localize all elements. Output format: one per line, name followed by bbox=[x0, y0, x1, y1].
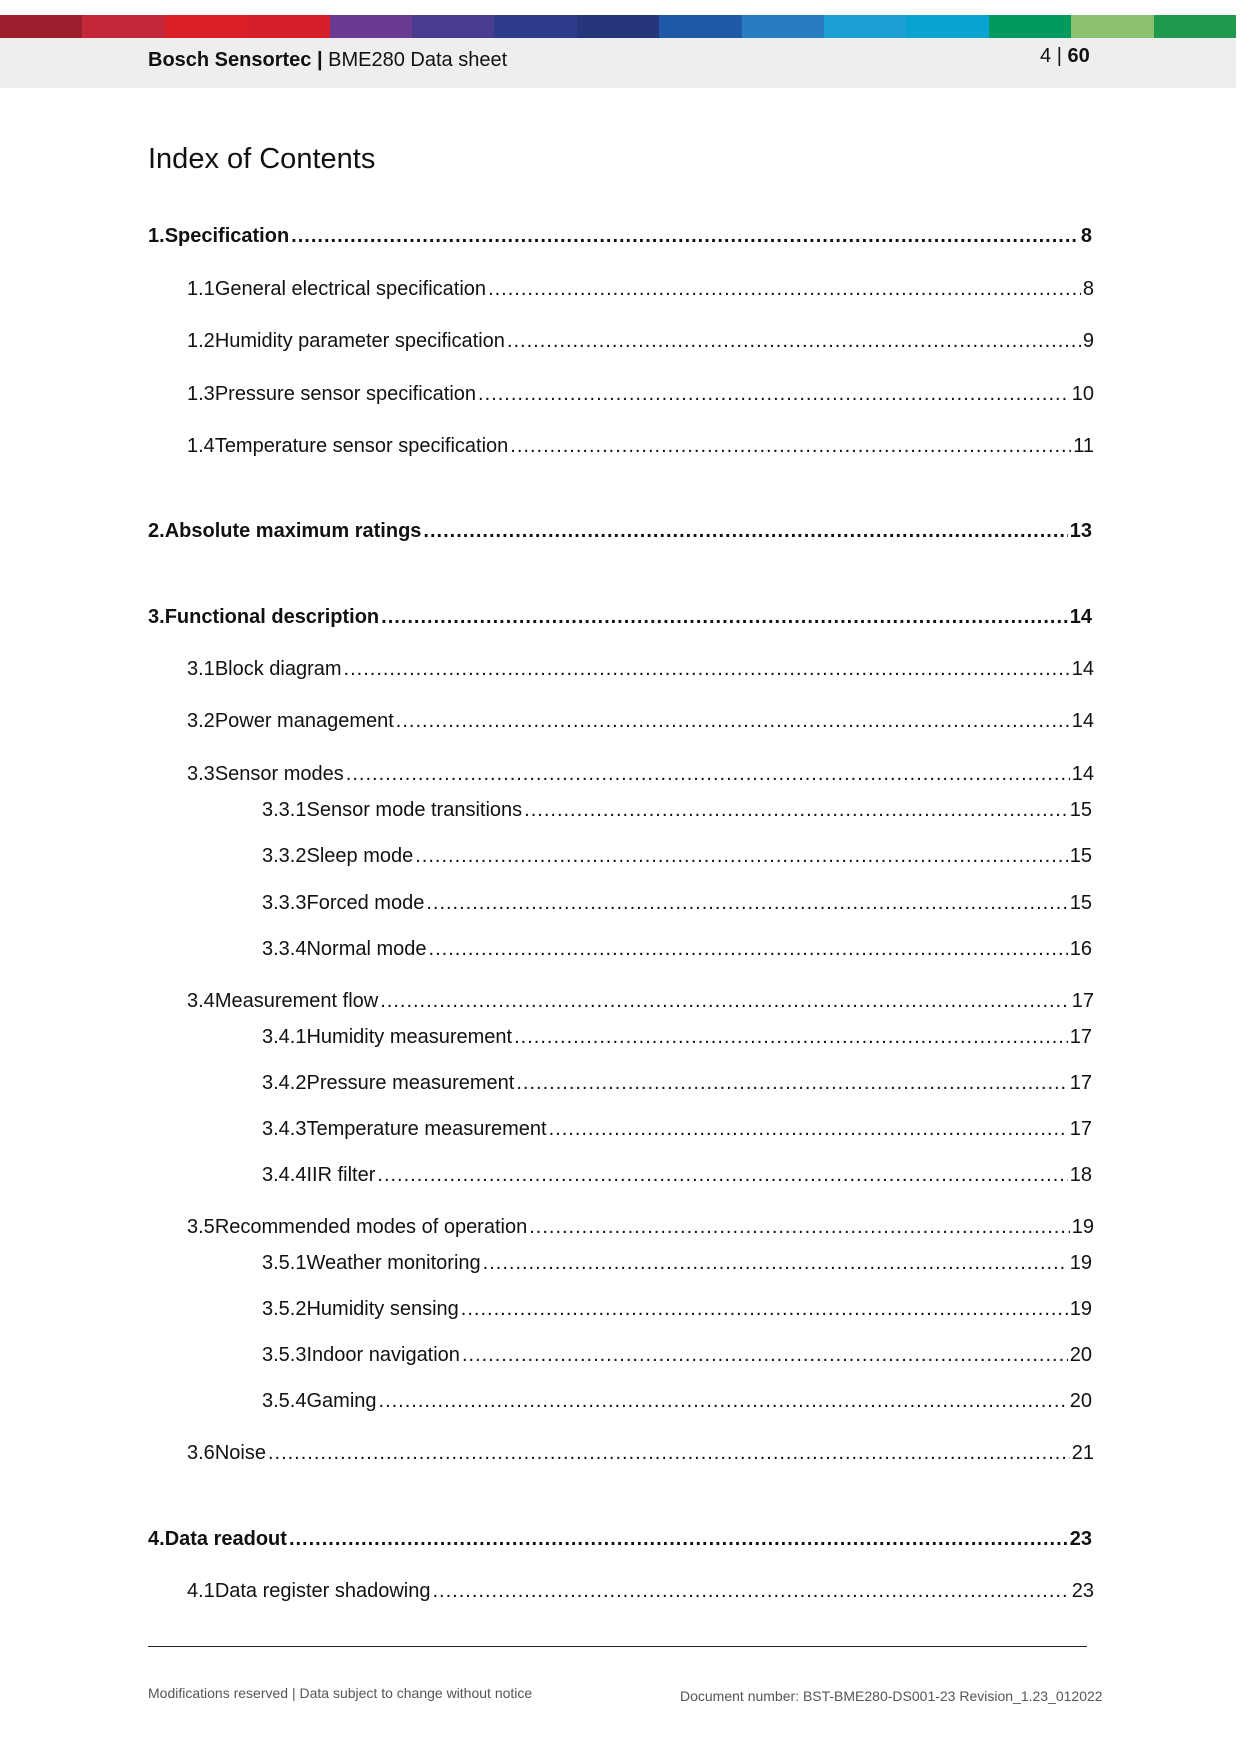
toc-leader-dots bbox=[478, 383, 1070, 406]
toc-page-number: 19 bbox=[1069, 1252, 1092, 1274]
band-segment bbox=[247, 15, 329, 38]
toc-leader-dots bbox=[344, 658, 1070, 681]
toc-number: 2. bbox=[148, 520, 165, 542]
toc-label: Gaming bbox=[306, 1390, 377, 1412]
header-title bbox=[148, 49, 507, 72]
toc-label: Humidity sensing bbox=[306, 1298, 459, 1320]
toc-page-number: 17 bbox=[1071, 990, 1094, 1012]
band-segment bbox=[0, 15, 82, 38]
toc-number: 3.6 bbox=[187, 1442, 215, 1464]
toc-label: Forced mode bbox=[306, 892, 425, 914]
toc-entry[interactable] bbox=[187, 658, 1094, 682]
toc-leader-dots bbox=[380, 990, 1070, 1013]
toc-leader-dots bbox=[423, 520, 1067, 543]
toc-leader-dots bbox=[396, 710, 1070, 733]
toc-label: Humidity measurement bbox=[306, 1026, 513, 1048]
toc-number: 1.1 bbox=[187, 278, 215, 300]
toc-entry[interactable] bbox=[187, 278, 1094, 302]
toc-page-number: 9 bbox=[1082, 330, 1094, 352]
band-segment bbox=[165, 15, 247, 38]
toc-leader-dots bbox=[510, 435, 1071, 458]
toc-page-number: 17 bbox=[1069, 1072, 1092, 1094]
toc-page-number: 19 bbox=[1069, 1298, 1092, 1320]
toc-number: 3.4.4 bbox=[262, 1164, 307, 1186]
toc-entry[interactable] bbox=[187, 710, 1094, 734]
toc-page-number: 11 bbox=[1073, 435, 1094, 457]
toc-number: 3.3.1 bbox=[262, 799, 307, 821]
toc-entry[interactable] bbox=[187, 990, 1094, 1014]
toc-page-number: 10 bbox=[1071, 383, 1094, 405]
toc-page-number: 20 bbox=[1069, 1344, 1092, 1366]
toc-page-number: 21 bbox=[1071, 1442, 1094, 1464]
toc-number: 3.3.3 bbox=[262, 892, 307, 914]
band-segment bbox=[659, 15, 741, 38]
toc-number: 3.5.3 bbox=[262, 1344, 307, 1366]
band-segment bbox=[989, 15, 1071, 38]
toc-label: Power management bbox=[214, 710, 394, 732]
band-segment bbox=[412, 15, 494, 38]
toc-number: 3.1 bbox=[187, 658, 215, 680]
toc-label: Data register shadowing bbox=[214, 1580, 431, 1602]
toc-leader-dots bbox=[346, 763, 1070, 786]
toc-leader-dots bbox=[529, 1216, 1070, 1239]
toc-label: Normal mode bbox=[306, 938, 427, 960]
toc-page-number: 14 bbox=[1069, 606, 1092, 628]
toc-leader-dots bbox=[381, 606, 1068, 629]
toc-entry[interactable] bbox=[148, 225, 1092, 249]
toc-entry[interactable] bbox=[187, 1580, 1094, 1604]
toc-leader-dots bbox=[429, 938, 1068, 961]
toc-leader-dots bbox=[433, 1580, 1070, 1603]
toc-page-number: 14 bbox=[1071, 763, 1094, 785]
toc-leader-dots bbox=[289, 1528, 1068, 1551]
toc-entry[interactable] bbox=[262, 892, 1092, 916]
toc-entry[interactable] bbox=[187, 763, 1094, 787]
toc-entry[interactable] bbox=[187, 1442, 1094, 1466]
toc-label: Functional description bbox=[164, 606, 380, 628]
toc-entry[interactable] bbox=[148, 520, 1092, 544]
toc-number: 3.5.1 bbox=[262, 1252, 307, 1274]
toc-label: Sensor modes bbox=[214, 763, 344, 785]
toc-page-number: 15 bbox=[1069, 845, 1092, 867]
toc-label: Indoor navigation bbox=[306, 1344, 460, 1366]
toc-page-number: 19 bbox=[1071, 1216, 1094, 1238]
toc-number: 3.5 bbox=[187, 1216, 215, 1238]
toc-label: Weather monitoring bbox=[306, 1252, 481, 1274]
toc-entry[interactable] bbox=[187, 383, 1094, 407]
toc-number: 3. bbox=[148, 606, 165, 628]
page-title: Index of Contents bbox=[148, 143, 376, 175]
toc-label: General electrical specification bbox=[214, 278, 487, 300]
toc-leader-dots bbox=[377, 1164, 1067, 1187]
toc-page-number: 15 bbox=[1069, 799, 1092, 821]
toc-label: Specification bbox=[164, 225, 290, 247]
toc-entry[interactable] bbox=[148, 606, 1092, 630]
toc-number: 3.3 bbox=[187, 763, 215, 785]
toc-leader-dots bbox=[483, 1252, 1068, 1275]
toc-leader-dots bbox=[379, 1390, 1068, 1413]
toc-entry[interactable] bbox=[262, 1390, 1092, 1414]
toc-label: Absolute maximum ratings bbox=[164, 520, 422, 542]
toc-page-number: 17 bbox=[1069, 1118, 1092, 1140]
toc-label: Block diagram bbox=[214, 658, 342, 680]
toc-label: Temperature sensor specification bbox=[214, 435, 509, 457]
toc-entry[interactable] bbox=[187, 1216, 1094, 1240]
toc-label: Pressure measurement bbox=[306, 1072, 515, 1094]
toc-label: Sleep mode bbox=[306, 845, 414, 867]
toc-page-number: 23 bbox=[1069, 1528, 1092, 1550]
toc-page-number: 23 bbox=[1071, 1580, 1094, 1602]
band-segment bbox=[494, 15, 576, 38]
toc-entry[interactable] bbox=[187, 330, 1094, 354]
toc-leader-dots bbox=[415, 845, 1068, 868]
footer-doc-number: Document number: BST-BME280-DS001-23 Revision_1.23_012022 bbox=[680, 1688, 1103, 1704]
toc-leader-dots bbox=[291, 225, 1079, 248]
toc-entry[interactable] bbox=[262, 1298, 1092, 1322]
toc-number: 4.1 bbox=[187, 1580, 215, 1602]
band-segment bbox=[82, 15, 164, 38]
toc-leader-dots bbox=[488, 278, 1081, 301]
toc-leader-dots bbox=[514, 1026, 1068, 1049]
toc-entry[interactable] bbox=[262, 938, 1092, 962]
toc-entry[interactable] bbox=[148, 1528, 1092, 1552]
toc-page-number: 8 bbox=[1082, 278, 1094, 300]
toc-label: Noise bbox=[214, 1442, 266, 1464]
toc-label: IIR filter bbox=[306, 1164, 376, 1186]
toc-page-number: 8 bbox=[1080, 225, 1092, 247]
toc-page-number: 16 bbox=[1069, 938, 1092, 960]
toc-page-number: 15 bbox=[1069, 892, 1092, 914]
toc-leader-dots bbox=[507, 330, 1081, 353]
toc-entry[interactable] bbox=[262, 1026, 1092, 1050]
toc-page-number: 20 bbox=[1069, 1390, 1092, 1412]
page-separator: | bbox=[1056, 45, 1062, 67]
toc-page-number: 13 bbox=[1069, 520, 1092, 542]
toc-number: 3.3.2 bbox=[262, 845, 307, 867]
toc-page-number: 14 bbox=[1071, 658, 1094, 680]
company-name: Bosch Sensortec bbox=[148, 49, 312, 71]
toc-leader-dots bbox=[549, 1118, 1068, 1141]
toc-leader-dots bbox=[516, 1072, 1067, 1095]
toc-number: 3.4 bbox=[187, 990, 215, 1012]
toc-leader-dots bbox=[524, 799, 1068, 822]
toc-label: Humidity parameter specification bbox=[214, 330, 505, 352]
toc-number: 4. bbox=[148, 1528, 165, 1550]
toc-number: 3.5.2 bbox=[262, 1298, 307, 1320]
band-segment bbox=[824, 15, 906, 38]
toc-page-number: 18 bbox=[1069, 1164, 1092, 1186]
toc-leader-dots bbox=[462, 1344, 1068, 1367]
toc-number: 3.4.2 bbox=[262, 1072, 307, 1094]
toc-number: 1. bbox=[148, 225, 165, 247]
page-indicator bbox=[1040, 45, 1090, 68]
toc-label: Measurement flow bbox=[214, 990, 379, 1012]
doc-title: BME280 Data sheet bbox=[328, 49, 508, 71]
toc-entry[interactable] bbox=[187, 435, 1094, 459]
toc-entry[interactable] bbox=[262, 1252, 1092, 1276]
toc-label: Recommended modes of operation bbox=[214, 1216, 528, 1238]
toc-leader-dots bbox=[268, 1442, 1070, 1465]
band-segment bbox=[1154, 15, 1236, 38]
toc-number: 3.5.4 bbox=[262, 1390, 307, 1412]
toc-label: Temperature measurement bbox=[306, 1118, 547, 1140]
toc-entry[interactable] bbox=[262, 1118, 1092, 1142]
color-band bbox=[0, 15, 1236, 38]
toc-leader-dots bbox=[461, 1298, 1068, 1321]
footer-notice: Modifications reserved | Data subject to change without notice bbox=[148, 1685, 533, 1701]
band-segment bbox=[577, 15, 659, 38]
toc-leader-dots bbox=[426, 892, 1067, 915]
toc-number: 1.4 bbox=[187, 435, 215, 457]
toc-entry[interactable] bbox=[262, 1344, 1092, 1368]
page-current: 4 bbox=[1040, 45, 1052, 67]
toc-number: 1.3 bbox=[187, 383, 215, 405]
band-segment bbox=[1071, 15, 1153, 38]
toc-entry[interactable] bbox=[262, 845, 1092, 869]
toc-number: 3.4.3 bbox=[262, 1118, 307, 1140]
toc-label: Data readout bbox=[164, 1528, 287, 1550]
toc-number: 3.4.1 bbox=[262, 1026, 307, 1048]
header-separator: | bbox=[316, 49, 323, 71]
toc-page-number: 17 bbox=[1069, 1026, 1092, 1048]
toc-page-number: 14 bbox=[1071, 710, 1094, 732]
footer-rule bbox=[148, 1646, 1087, 1647]
toc-entry[interactable] bbox=[262, 1164, 1092, 1188]
toc-number: 1.2 bbox=[187, 330, 215, 352]
band-segment bbox=[742, 15, 824, 38]
toc-number: 3.3.4 bbox=[262, 938, 307, 960]
toc-number: 3.2 bbox=[187, 710, 215, 732]
toc-label: Pressure sensor specification bbox=[214, 383, 477, 405]
toc-label: Sensor mode transitions bbox=[306, 799, 523, 821]
band-segment bbox=[330, 15, 412, 38]
toc-entry[interactable] bbox=[262, 1072, 1092, 1096]
toc-entry[interactable] bbox=[262, 799, 1092, 823]
page-total: 60 bbox=[1067, 45, 1090, 67]
band-segment bbox=[906, 15, 988, 38]
